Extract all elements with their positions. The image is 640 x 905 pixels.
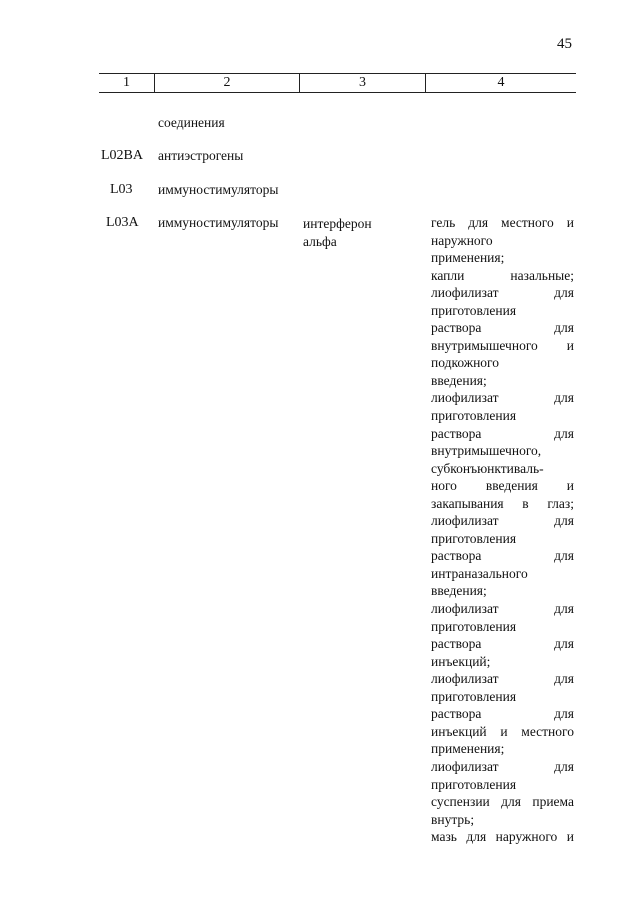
dosage-form-line — [431, 512, 574, 530]
column-1-header: 1 — [123, 75, 130, 90]
dosage-form-line — [431, 688, 574, 706]
dosage-form-line — [431, 618, 574, 636]
dosage-form-word: инъекций; — [431, 653, 491, 669]
dosage-form-word: внутримышечного — [431, 337, 538, 353]
dosage-form-word: приготовления — [431, 618, 517, 634]
dosage-form-word: интраназального — [431, 565, 528, 581]
dosage-form-word: для — [554, 636, 574, 652]
dosage-form-word: для — [554, 601, 574, 617]
dosage-form-word: местного — [521, 723, 574, 739]
dosage-form-word: мазь — [431, 829, 457, 845]
substance-name: интерферон альфа — [303, 216, 372, 249]
dosage-form-word: лиофилизат — [431, 513, 499, 529]
dosage-form-word: инъекций — [431, 723, 487, 739]
dosage-form-word: раствора — [431, 548, 482, 564]
dosage-form-line — [431, 565, 574, 583]
dosage-form-line — [431, 460, 574, 478]
dosage-form-line — [431, 600, 574, 618]
atc-code: L02BA — [101, 148, 143, 163]
dosage-form-line — [431, 425, 574, 443]
dosage-form-word: для — [554, 671, 574, 687]
dosage-form-line — [431, 670, 574, 688]
atc-code: L03A — [106, 215, 139, 230]
dosage-form-line — [431, 214, 574, 232]
dosage-form-word: применения; — [431, 250, 505, 266]
group-name: соединения — [158, 115, 225, 130]
dosage-form-word: глаз; — [547, 495, 574, 511]
dosage-forms-list — [431, 214, 574, 846]
dosage-form-word: для — [554, 285, 574, 301]
dosage-form-word: лиофилизат — [431, 285, 499, 301]
dosage-form-line — [431, 442, 574, 460]
dosage-form-word: подкожного — [431, 355, 499, 371]
dosage-form-word: закапывания — [431, 495, 504, 511]
dosage-form-line — [431, 740, 574, 758]
column-3-header: 3 — [359, 75, 366, 90]
dosage-form-word: применения; — [431, 741, 505, 757]
dosage-form-line — [431, 776, 574, 794]
dosage-form-word: наружного — [495, 829, 558, 845]
dosage-form-line — [431, 793, 574, 811]
dosage-form-word: суспензии — [431, 794, 490, 810]
page-number: 45 — [557, 36, 572, 52]
dosage-form-line — [431, 547, 574, 565]
dosage-form-line — [431, 302, 574, 320]
dosage-form-word: введения; — [431, 583, 487, 599]
dosage-form-word: назальные; — [510, 267, 574, 283]
group-name: антиэстрогены — [158, 148, 244, 163]
dosage-form-line — [431, 723, 574, 741]
table-header — [99, 73, 576, 93]
dosage-form-line — [431, 811, 574, 829]
dosage-form-line — [431, 407, 574, 425]
group-name: иммуностимуляторы — [158, 182, 279, 197]
dosage-form-word: гель — [431, 215, 456, 230]
dosage-form-word: капли — [431, 267, 465, 283]
dosage-form-line — [431, 319, 574, 337]
dosage-form-word: для — [554, 548, 574, 564]
dosage-form-word: раствора — [431, 706, 482, 722]
dosage-form-word: приготовления — [431, 530, 517, 546]
dosage-form-word: наружного — [431, 232, 493, 248]
dosage-form-word: введения; — [431, 372, 487, 388]
dosage-form-word: для — [554, 425, 574, 441]
dosage-form-word: и — [566, 337, 574, 353]
dosage-form-word: приготовления — [431, 776, 517, 792]
dosage-form-word: внутрь; — [431, 811, 475, 827]
group-name: иммуностимуляторы — [158, 215, 279, 230]
column-4-header: 4 — [497, 75, 505, 90]
dosage-form-word: приготовления — [431, 408, 517, 424]
dosage-form-word: местного — [501, 215, 554, 230]
dosage-form-word: для — [468, 215, 489, 230]
dosage-form-word: субконъюнктиваль- — [431, 460, 544, 476]
dosage-form-word: и — [566, 215, 574, 230]
dosage-form-word: и — [500, 723, 508, 739]
atc-code: L03 — [110, 182, 133, 197]
dosage-form-word: введения — [485, 478, 538, 494]
dosage-form-line — [431, 372, 574, 390]
dosage-form-line — [431, 389, 574, 407]
dosage-form-line — [431, 582, 574, 600]
column-2-header: 2 — [223, 75, 231, 90]
dosage-form-line — [431, 267, 574, 285]
dosage-form-line — [431, 828, 574, 846]
dosage-form-word: раствора — [431, 320, 482, 336]
dosage-form-word: лиофилизат — [431, 390, 499, 406]
dosage-form-word: для — [554, 513, 574, 529]
dosage-form-line — [431, 354, 574, 372]
dosage-form-word: приготовления — [431, 302, 517, 318]
dosage-form-word: и — [566, 829, 574, 845]
dosage-form-word: для — [554, 758, 574, 774]
dosage-form-word: раствора — [431, 425, 482, 441]
dosage-form-word: в — [522, 495, 529, 511]
dosage-form-word: ного — [431, 478, 457, 494]
dosage-form-line — [431, 337, 574, 355]
dosage-form-word: лиофилизат — [431, 601, 499, 617]
dosage-form-word: для — [554, 320, 574, 336]
dosage-form-word: для — [554, 390, 574, 406]
dosage-form-line — [431, 495, 574, 513]
dosage-form-word: для — [501, 794, 521, 810]
dosage-form-word: для — [554, 706, 574, 722]
dosage-form-line — [431, 635, 574, 653]
dosage-form-word: лиофилизат — [431, 671, 499, 687]
dosage-form-line — [431, 284, 574, 302]
dosage-form-line — [431, 249, 574, 267]
dosage-form-word: и — [566, 478, 574, 494]
dosage-form-word: для — [466, 829, 487, 845]
dosage-form-line — [431, 477, 574, 495]
dosage-form-word: лиофилизат — [431, 758, 499, 774]
dosage-form-line — [431, 530, 574, 548]
dosage-form-line — [431, 758, 574, 776]
dosage-form-word: приготовления — [431, 688, 517, 704]
dosage-form-line — [431, 705, 574, 723]
dosage-form-line — [431, 232, 574, 250]
dosage-form-word: внутримышечного, — [431, 443, 542, 459]
dosage-form-word: приема — [532, 794, 574, 810]
dosage-form-word: раствора — [431, 636, 482, 652]
dosage-form-line — [431, 653, 574, 671]
